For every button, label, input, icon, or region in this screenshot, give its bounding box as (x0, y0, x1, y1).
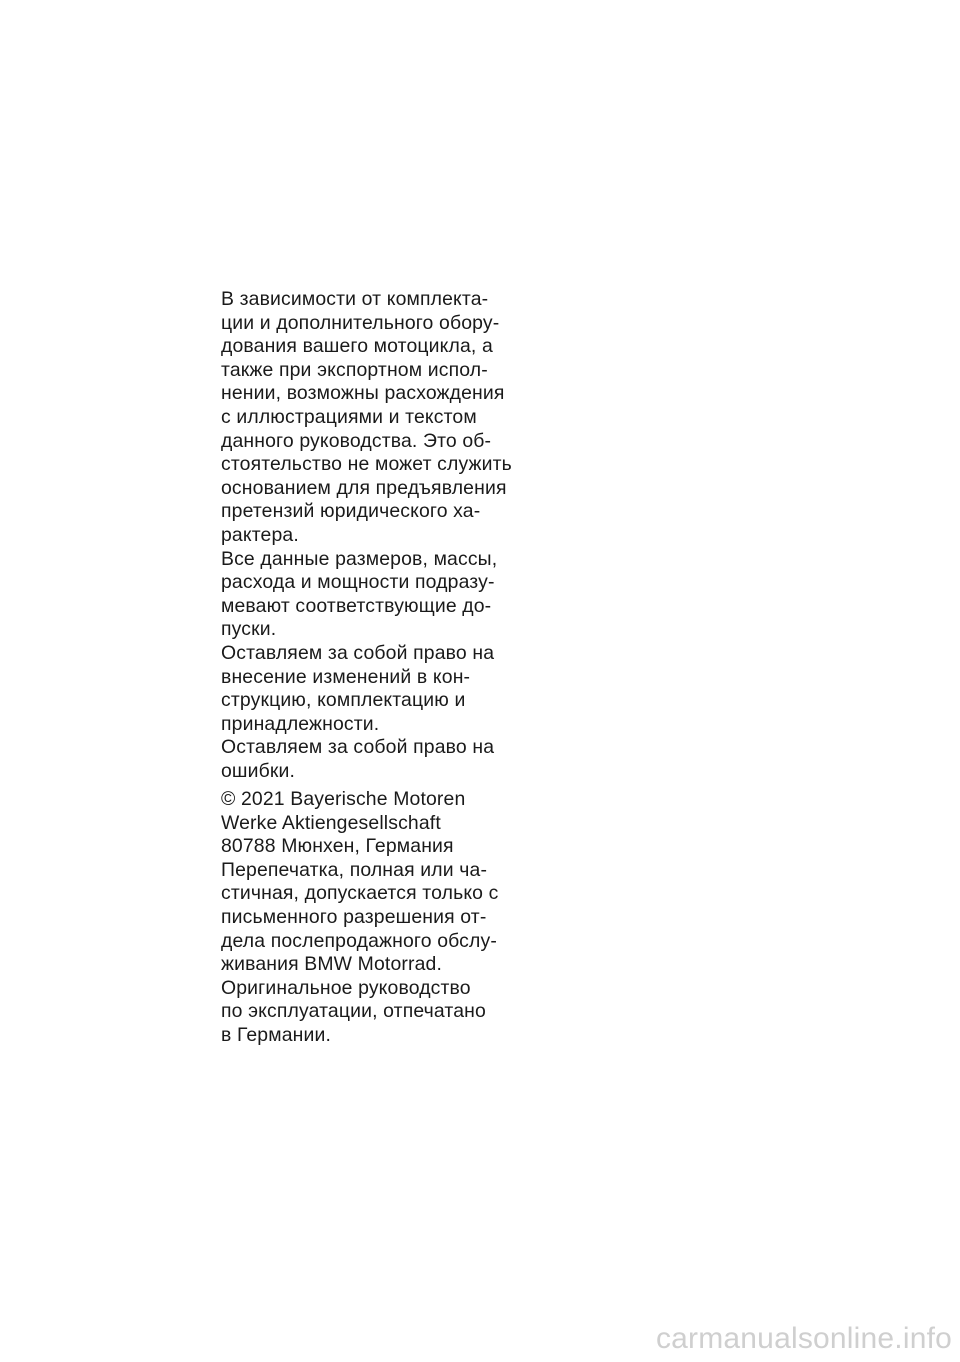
text-line: данного руководства. Это об- (221, 429, 492, 452)
text-line: живания BMW Motorrad. (221, 953, 443, 976)
text-line: дела послепродажного обслу- (221, 929, 497, 952)
text-line: струкцию, комплектацию и (221, 689, 466, 712)
text-line: Werke Aktiengesellschaft (221, 811, 441, 834)
text-line: письменного разрешения от- (221, 905, 487, 928)
text-line: дования вашего мотоцикла, а (221, 335, 493, 358)
disclaimer-text (221, 288, 521, 783)
text-line: в Германии. (221, 1023, 331, 1046)
text-line: с иллюстрациями и текстом (221, 405, 477, 428)
text-line: также при экспортном испол- (221, 358, 488, 381)
text-line: ции и дополнительного обору- (221, 311, 500, 334)
text-line: нении, возможны расхождения (221, 382, 505, 405)
text-line: претензий юридического ха- (221, 500, 481, 523)
text-line: принадлежности. (221, 712, 380, 735)
text-line: пуски. (221, 618, 277, 641)
text-line: © 2021 Bayerische Motoren (221, 788, 466, 810)
text-line: внесение изменений в кон- (221, 665, 471, 688)
text-line: по эксплуатации, отпечатано (221, 1000, 486, 1023)
text-line: 80788 Мюнхен, Германия (221, 835, 454, 858)
text-line: мевают соответствующие до- (221, 594, 492, 617)
text-line: Все данные размеров, массы, (221, 547, 498, 570)
text-line: Оставляем за собой право на (221, 641, 495, 664)
text-line: рактера. (221, 523, 299, 546)
text-line: основанием для предъявления (221, 476, 507, 499)
text-line: В зависимости от комплекта- (221, 288, 489, 310)
watermark-text: carmanualsonline.info (655, 1322, 952, 1355)
text-line: стичная, допускается только с (221, 882, 499, 905)
copyright-text (221, 788, 521, 1048)
text-line: Оставляем за собой право на (221, 736, 495, 759)
text-line: ошибки. (221, 759, 296, 782)
text-line: Перепечатка, полная или ча- (221, 858, 488, 881)
text-line: стоятельство не может служить (221, 453, 512, 476)
text-line: Оригинальное руководство (221, 976, 471, 999)
text-line: расхода и мощности подразу- (221, 571, 495, 594)
